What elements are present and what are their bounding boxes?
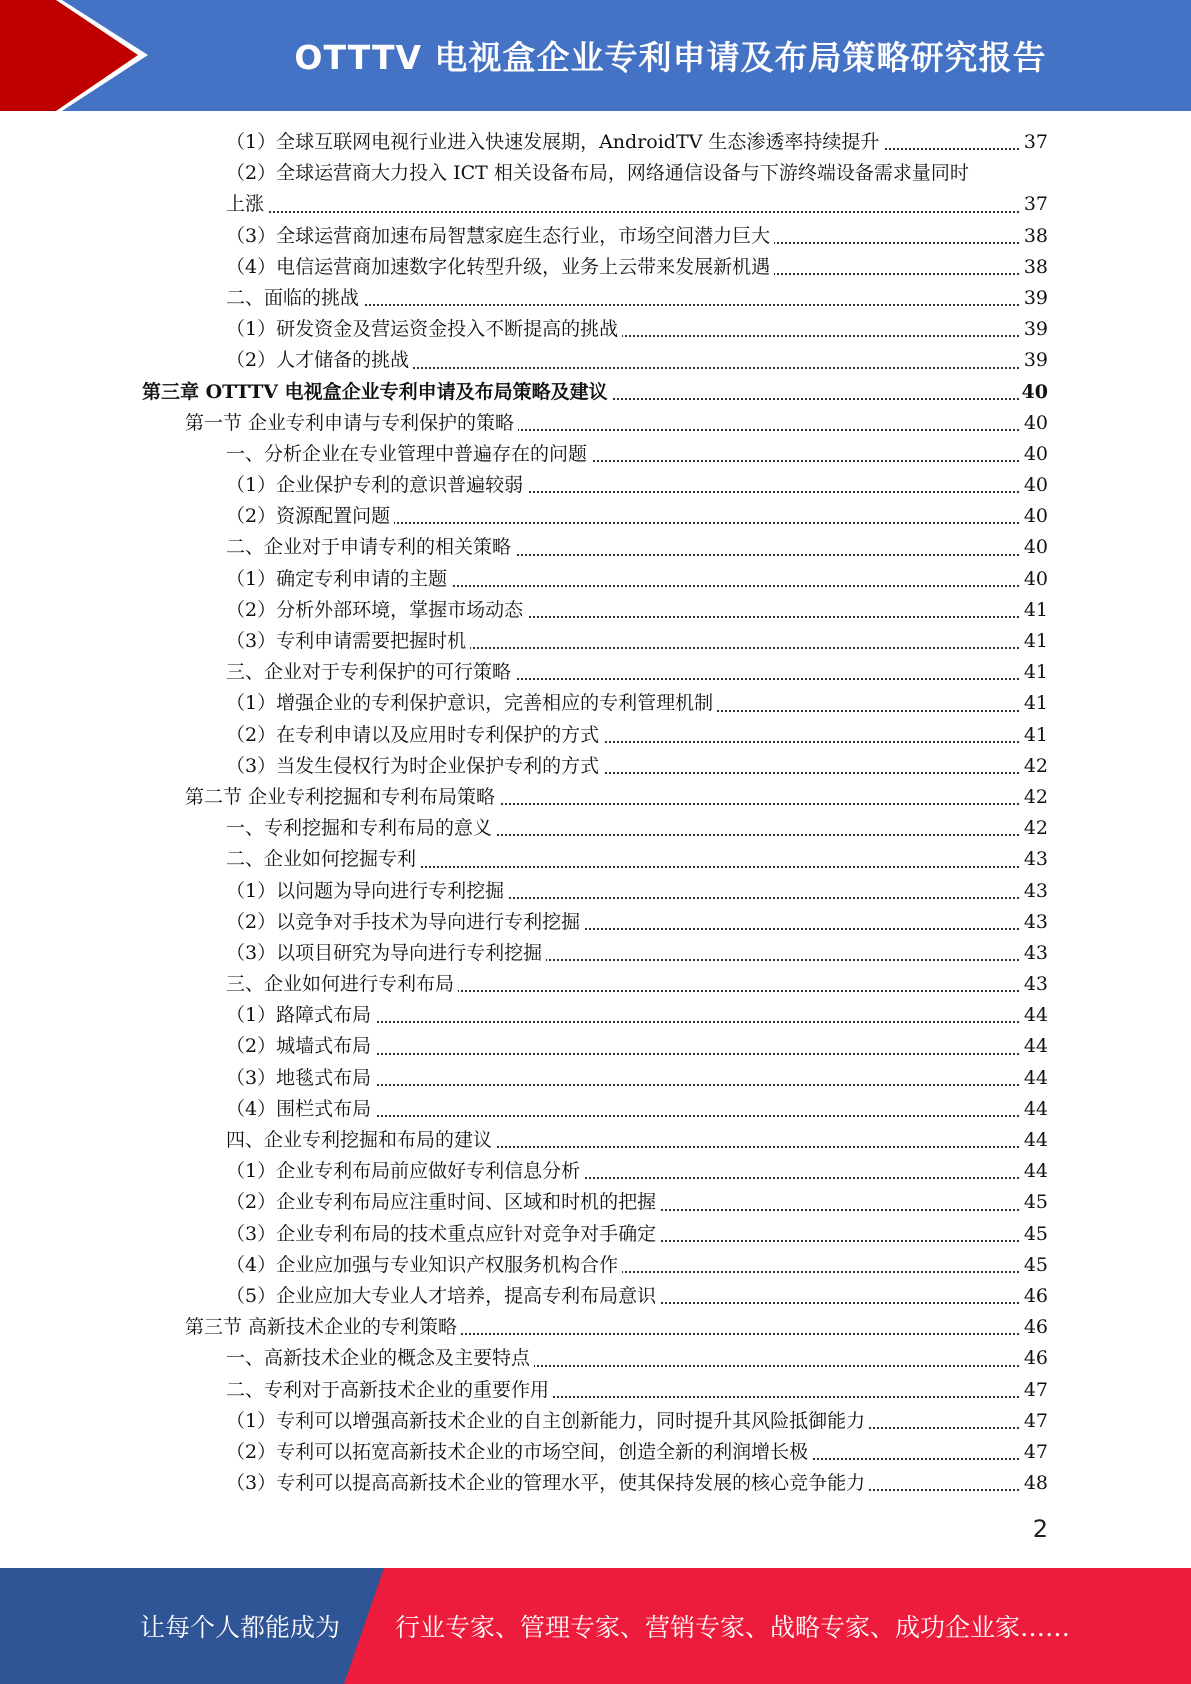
toc-entry-page: 42 [1021,813,1048,844]
toc-entry[interactable] [0,1281,1191,1312]
toc-entry[interactable] [0,1406,1191,1437]
toc-entry-title: 上涨 [226,193,268,215]
toc-entry-title: 第一节 企业专利申请与专利保护的策略 [185,412,518,434]
toc-entry-title: 二、企业对于申请专利的相关策略 [226,536,515,558]
toc-entry-title: 四、企业专利挖掘和布局的建议 [226,1129,496,1151]
toc-entry[interactable] [0,907,1191,938]
toc-entry-title: （3）专利可以提高高新技术企业的管理水平，使其保持发展的核心竞争能力 [226,1472,869,1494]
toc-entry-title: （2）资源配置问题 [226,505,394,527]
page-header [0,0,1191,111]
toc-entry-title: 三、企业如何进行专利布局 [226,973,458,995]
toc-entry-title: （1）以问题为导向进行专利挖掘 [226,880,508,902]
toc-entry-page: 48 [1021,1468,1048,1499]
toc-entry-title: （1）企业专利布局前应做好专利信息分析 [226,1160,584,1182]
toc-entry[interactable] [0,1094,1191,1125]
toc-entry-title: 一、分析企业在专业管理中普遍存在的问题 [226,443,591,465]
toc-entry[interactable] [0,720,1191,751]
toc-entry-page: 43 [1021,969,1048,1000]
toc-entry-title: （2）城墙式布局 [226,1035,375,1057]
toc-entry-title: （1）企业保护专利的意识普遍较弱 [226,474,527,496]
toc-entry-page: 40 [1021,564,1048,595]
toc-entry[interactable] [0,314,1191,345]
toc-entry-page: 44 [1021,1094,1048,1125]
toc-entry-page: 42 [1021,782,1048,813]
toc-entry[interactable] [0,1063,1191,1094]
toc-entry-title: （4）企业应加强与专业知识产权服务机构合作 [226,1254,622,1276]
toc-entry[interactable] [0,782,1191,813]
toc-entry[interactable] [0,564,1191,595]
toc-entry[interactable] [0,1375,1191,1406]
toc-entry[interactable] [0,408,1191,439]
toc-entry-page: 39 [1021,345,1048,376]
toc-entry[interactable] [0,439,1191,470]
toc-entry[interactable] [0,470,1191,501]
toc-entry[interactable] [0,595,1191,626]
toc-entry-page: 37 [1021,127,1048,158]
toc-entry-title: （1）研发资金及营运资金投入不断提高的挑战 [226,318,622,340]
toc-entry[interactable] [0,252,1191,283]
toc-entry-title: （1）全球互联网电视行业进入快速发展期，AndroidTV 生态渗透率持续提升 [226,131,883,153]
toc-entry-title: 三、企业对于专利保护的可行策略 [226,661,515,683]
toc-entry-title: 第三章 OTTTV 电视盒企业专利申请及布局策略及建议 [142,381,612,403]
toc-entry-title: （3）地毯式布局 [226,1067,375,1089]
toc-entry[interactable] [0,532,1191,563]
toc-entry-page: 43 [1021,907,1048,938]
toc-entry-page: 39 [1021,314,1048,345]
toc-entry-title: （1）增强企业的专利保护意识，完善相应的专利管理机制 [226,692,717,714]
toc-entry-title: 一、专利挖掘和专利布局的意义 [226,817,496,839]
report-title: OTTTV 电视盒企业专利申请及布局策略研究报告 [294,38,1047,77]
toc-entry-page: 46 [1021,1343,1048,1374]
toc-entry-title: 第三节 高新技术企业的专利策略 [185,1316,461,1338]
toc-entry-page: 41 [1021,720,1048,751]
toc-entry[interactable] [0,283,1191,314]
toc-entry-page: 47 [1021,1406,1048,1437]
toc-entry-page: 44 [1021,1156,1048,1187]
toc-entry-page: 43 [1021,876,1048,907]
toc-entry-title: （4）电信运营商加速数字化转型升级，业务上云带来发展新机遇 [226,256,774,278]
toc-entry-page: 47 [1021,1375,1048,1406]
toc-entry-page: 43 [1021,844,1048,875]
toc-entry[interactable] [0,377,1191,408]
toc-entry[interactable] [0,751,1191,782]
footer-slogan-left: 让每个人都能成为 [140,1613,341,1642]
toc-entry-title: （3）以项目研究为导向进行专利挖掘 [226,942,546,964]
toc-entry-page: 40 [1021,501,1048,532]
toc-entry-title: （2）以竞争对手技术为导向进行专利挖掘 [226,911,584,933]
toc-entry[interactable] [0,688,1191,719]
toc-entry[interactable] [0,657,1191,688]
toc-entry-page: 40 [1021,532,1048,563]
toc-entry[interactable] [0,1125,1191,1156]
toc-entry-page: 40 [1021,470,1048,501]
toc-entry-page: 38 [1021,252,1048,283]
toc-entry-page: 44 [1021,1125,1048,1156]
toc-entry-title: （2）全球运营商大力投入 ICT 相关设备布局，网络通信设备与下游终端设备需求量同时 [226,162,973,184]
toc-entry-title: 一、高新技术企业的概念及主要特点 [226,1347,534,1369]
toc-entry-page: 44 [1021,1000,1048,1031]
toc-entry[interactable] [0,158,1191,189]
toc-entry-page: 43 [1021,938,1048,969]
footer-slogan-right: 行业专家、管理专家、营销专家、战略专家、成功企业家…… [395,1613,1071,1642]
toc-entry-title: （2）人才储备的挑战 [226,349,413,371]
toc-entry-title: （3）专利申请需要把握时机 [226,630,470,652]
toc-entry[interactable] [0,189,1191,220]
toc-entry[interactable] [0,969,1191,1000]
toc-entry-page: 39 [1021,283,1048,314]
toc-entry-page: 46 [1021,1312,1048,1343]
toc-entry-title: （3）当发生侵权行为时企业保护专利的方式 [226,755,603,777]
toc-entry-title: （4）围栏式布局 [226,1098,375,1120]
toc-entry[interactable] [0,1343,1191,1374]
toc-entry-page: 44 [1021,1031,1048,1062]
toc-entry-title: （1）确定专利申请的主题 [226,568,451,590]
toc-entry-page: 40 [1019,377,1048,408]
toc-entry[interactable] [0,127,1191,158]
toc-entry-title: （5）企业应加大专业人才培养，提高专利布局意识 [226,1285,660,1307]
toc-entry[interactable] [0,876,1191,907]
toc-entry[interactable] [0,1219,1191,1250]
toc-entry-page: 38 [1021,221,1048,252]
toc-entry-page: 44 [1021,1063,1048,1094]
toc-entry-title: 二、企业如何挖掘专利 [226,848,420,870]
toc-entry[interactable] [0,844,1191,875]
toc-entry-page: 45 [1021,1219,1048,1250]
page-footer [0,1568,1191,1684]
toc-entry[interactable] [0,1156,1191,1187]
toc-entry-title: （3）全球运营商加速布局智慧家庭生态行业，市场空间潜力巨大 [226,225,774,247]
table-of-contents [0,127,1191,1499]
header-arrow-icon [0,0,160,111]
toc-entry-title: 第二节 企业专利挖掘和专利布局策略 [185,786,499,808]
toc-entry-title: （2）企业专利布局应注重时间、区域和时机的把握 [226,1191,660,1213]
toc-entry-page: 41 [1021,657,1048,688]
toc-entry-title: （2）分析外部环境，掌握市场动态 [226,599,527,621]
toc-entry-page: 45 [1021,1250,1048,1281]
toc-entry[interactable] [0,1312,1191,1343]
toc-entry-title: （1）专利可以增强高新技术企业的自主创新能力，同时提升其风险抵御能力 [226,1410,869,1432]
toc-entry-page: 40 [1021,408,1048,439]
toc-entry[interactable] [0,501,1191,532]
toc-entry-page: 41 [1021,595,1048,626]
toc-entry-page: 46 [1021,1281,1048,1312]
toc-entry-page: 41 [1021,688,1048,719]
toc-entry-page: 47 [1021,1437,1048,1468]
toc-entry-title: （1）路障式布局 [226,1004,375,1026]
toc-entry[interactable] [0,1000,1191,1031]
toc-entry-page: 37 [1021,189,1048,220]
toc-entry-title: 二、专利对于高新技术企业的重要作用 [226,1379,553,1401]
toc-entry[interactable] [0,1031,1191,1062]
toc-entry-page: 42 [1021,751,1048,782]
toc-entry-page: 40 [1021,439,1048,470]
toc-entry[interactable] [0,1187,1191,1218]
toc-entry[interactable] [0,938,1191,969]
toc-entry[interactable] [0,345,1191,376]
toc-entry[interactable] [0,1250,1191,1281]
toc-entry[interactable] [0,1468,1191,1499]
toc-entry-title: 二、面临的挑战 [226,287,363,309]
toc-entry[interactable] [0,626,1191,657]
toc-entry[interactable] [0,1437,1191,1468]
toc-entry-page: 45 [1021,1187,1048,1218]
toc-entry-title: （2）在专利申请以及应用时专利保护的方式 [226,724,603,746]
toc-entry[interactable] [0,813,1191,844]
toc-entry-title: （2）专利可以拓宽高新技术企业的市场空间，创造全新的利润增长极 [226,1441,812,1463]
toc-entry-page: 41 [1021,626,1048,657]
toc-entry-title: （3）企业专利布局的技术重点应针对竞争对手确定 [226,1223,660,1245]
toc-entry[interactable] [0,221,1191,252]
page-number: 2 [1032,1515,1048,1543]
toc-leader-dots [226,211,1043,213]
